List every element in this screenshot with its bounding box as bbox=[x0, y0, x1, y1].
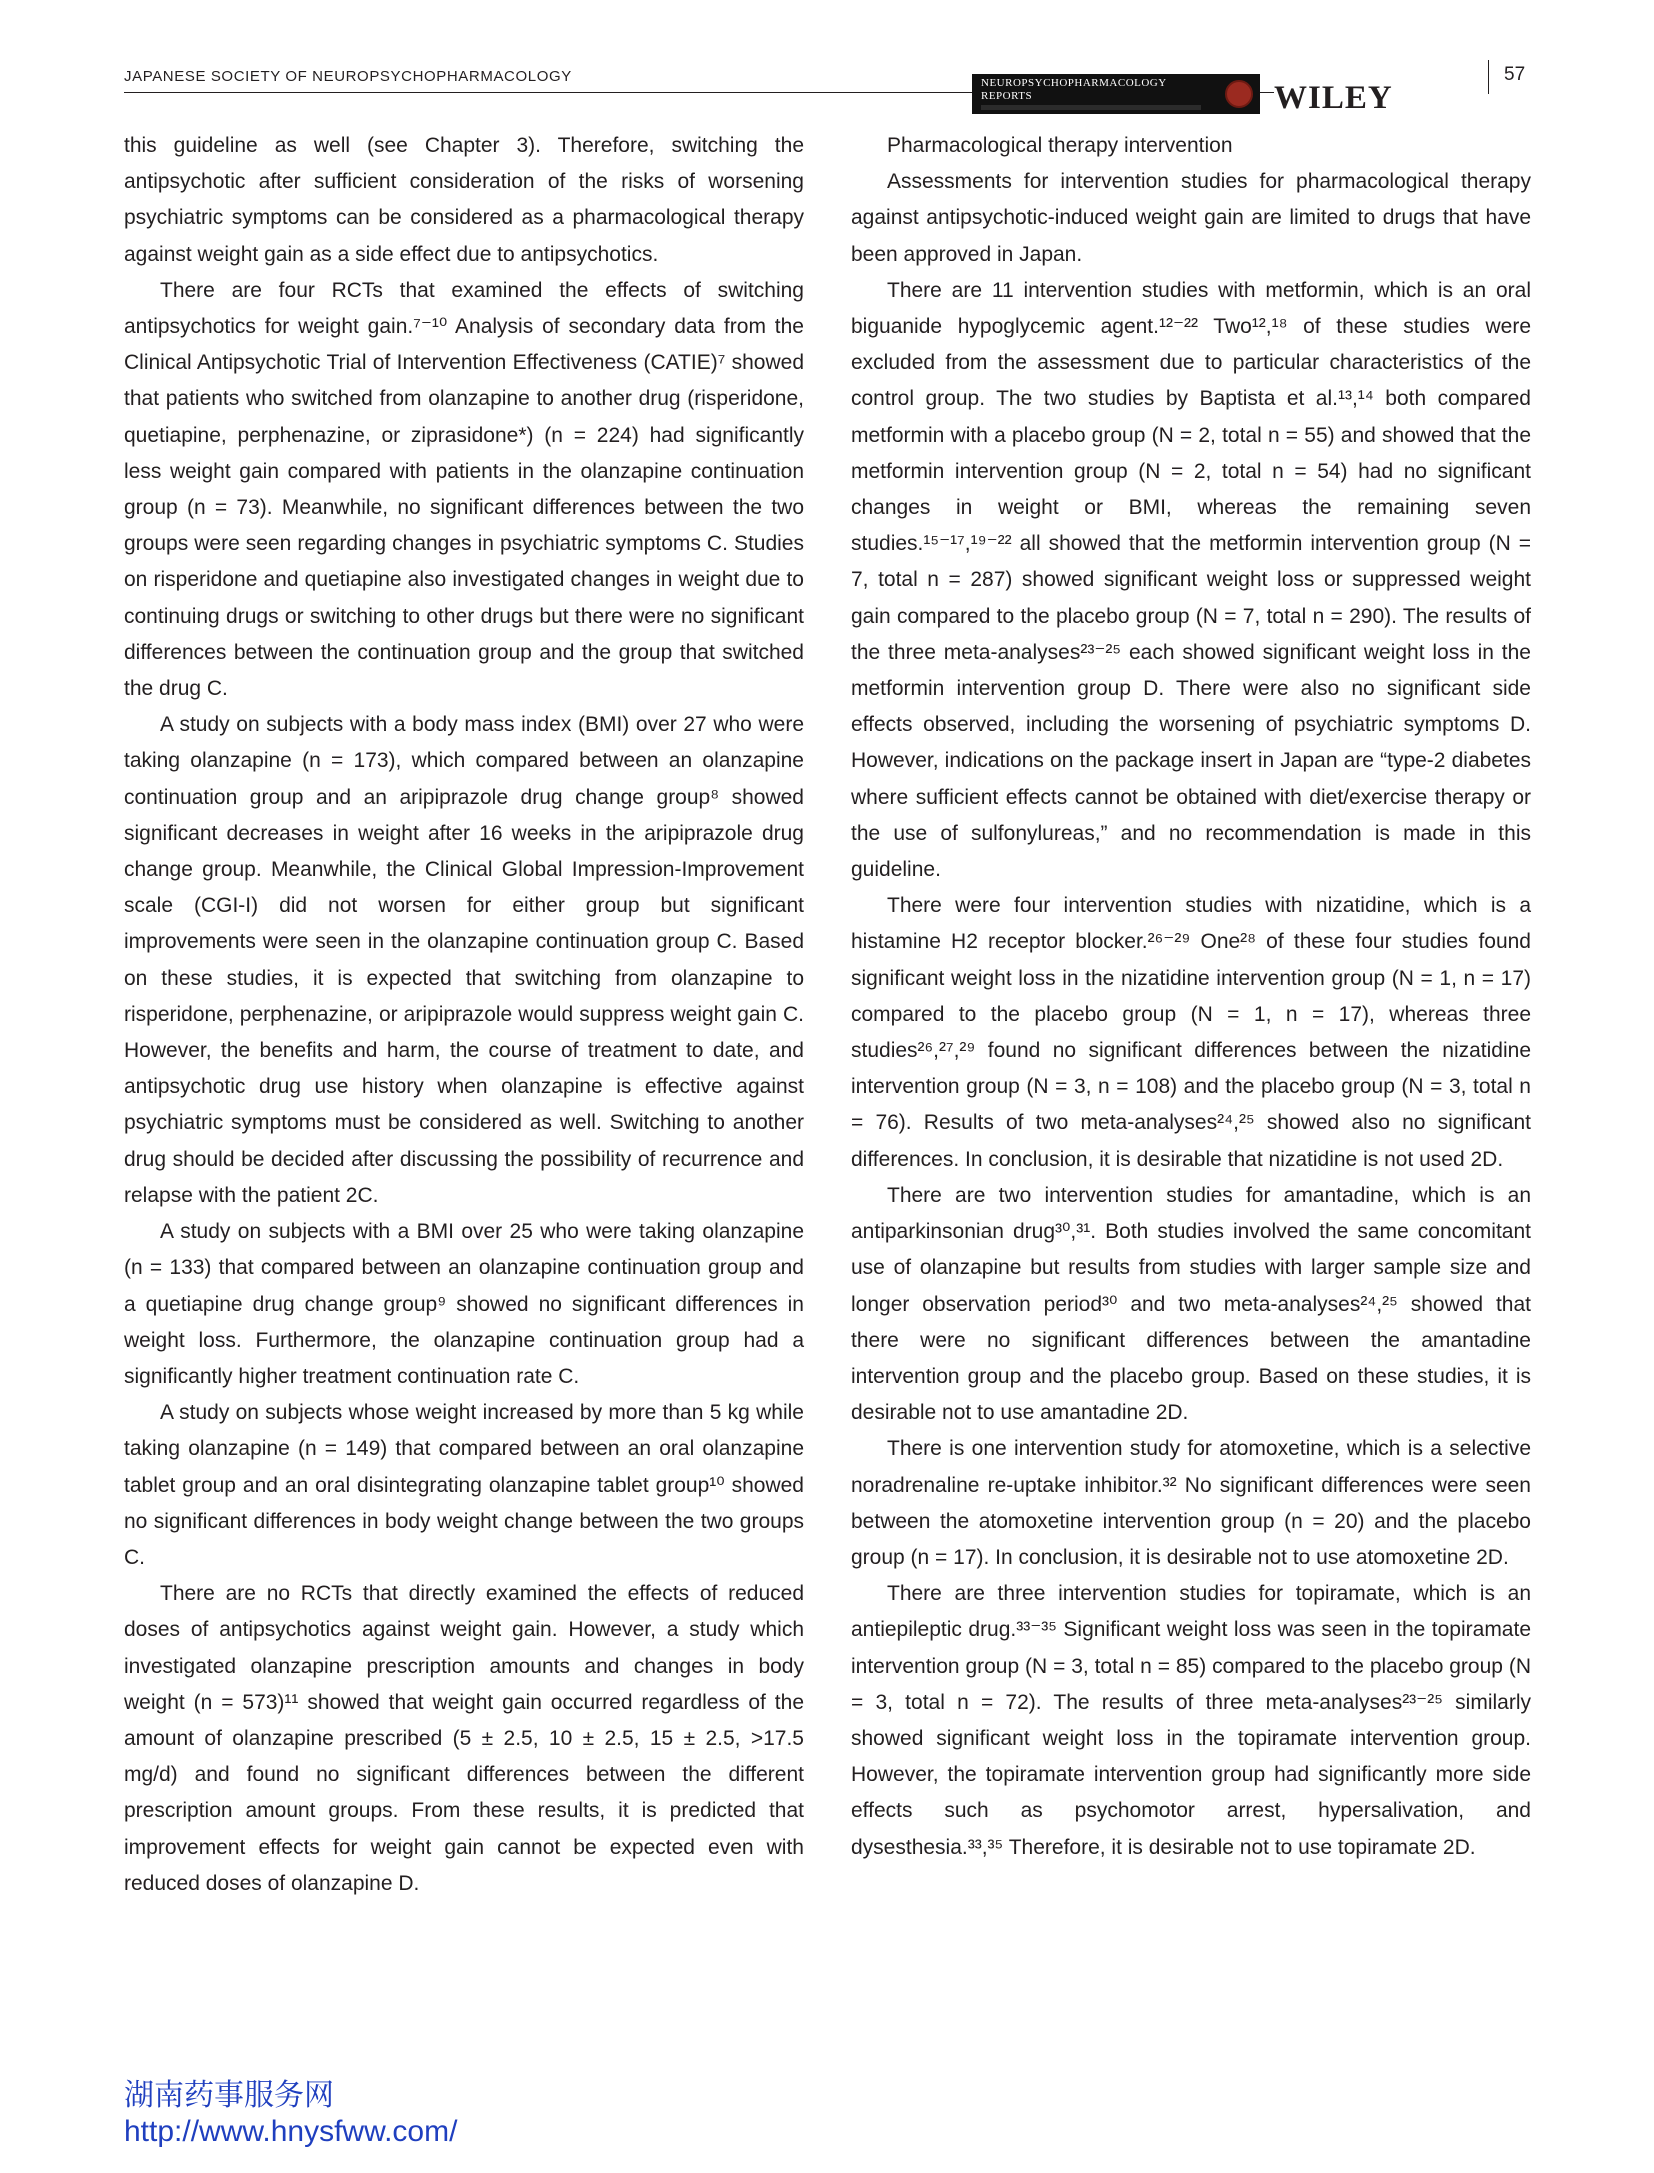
paragraph: There are three intervention studies for topiramate, which is an antiepileptic drug.³³⁻³⁵ Significant weight loss was seen in the topiramate intervention group (N = 3, total n = 85) compared to the placebo group (N = 3, total n = 72). The results of three meta-analyses²³⁻²⁵ similarly showed significant weight loss in the topiramate intervention group. However, the topiramate intervention group had significantly more side effects such as psychomotor arrest, hypersalivation, and dysesthesia.³³,³⁵ Therefore, it is desirable not to use topiramate 2D. bbox=[851, 1582, 1531, 1859]
journal-title: NEUROPSYCHOPHARMACOLOGY REPORTS bbox=[981, 77, 1167, 102]
paragraph: Assessments for intervention studies for pharmacological therapy against antipsychotic-induced weight gain are limited to drugs that have been approved in Japan. bbox=[851, 170, 1531, 266]
journal-banner bbox=[972, 74, 1260, 114]
page-header bbox=[124, 60, 1530, 116]
page-number-divider bbox=[1488, 60, 1489, 94]
paragraph: There is one intervention study for atomoxetine, which is a selective noradrenaline re-uptake inhibitor.³² No significant differences were seen between the atomoxetine intervention group (n = 20) and the placebo group (n = 17). In conclusion, it is desirable not to use atomoxetine 2D. bbox=[851, 1437, 1531, 1569]
footer-watermark bbox=[124, 2078, 457, 2150]
paragraph: There are two intervention studies for amantadine, which is an antiparkinsonian drug³⁰,³¹. Both studies involved the same concomitant use of olanzapine but results from studies with larger sample size and longer observation period³⁰ and two meta-analyses²⁴,²⁵ showed that there were no significant differences between the amantadine intervention group and the placebo group. Based on these studies, it is desirable not to use amantadine 2D. bbox=[851, 1183, 1531, 1425]
publisher-logo bbox=[1260, 74, 1410, 118]
paragraph: A study on subjects whose weight increased by more than 5 kg while taking olanzapine (n = 149) that compared between an oral olanzapine tablet group and an oral disintegrating olanzapine tablet group¹⁰ showed no significant differences in body weight change between the two groups C. bbox=[124, 1401, 804, 1569]
right-column bbox=[851, 128, 1531, 1866]
journal-logo-icon bbox=[1225, 80, 1253, 108]
paragraph: A study on subjects with a BMI over 25 who were taking olanzapine (n = 133) that compared between an olanzapine continuation group and a quetiapine drug change group⁹ showed no significant differences in weight loss. Furthermore, the olanzapine continuation group had a significantly higher treatment continuation rate C. bbox=[124, 1220, 804, 1388]
paragraph: this guideline as well (see Chapter 3). Therefore, switching the antipsychotic after sufficient consideration of the risks of worsening psychiatric symptoms can be considered as a pharmacological therapy against weight gain as a side effect due to antipsychotics. bbox=[124, 134, 804, 266]
paragraph: There are four RCTs that examined the effects of switching antipsychotics for weight gain.⁷⁻¹⁰ Analysis of secondary data from the Clinical Antipsychotic Trial of Intervention Effectiveness (CATIE)⁷ showed that patients who switched from olanzapine to another drug (risperidone, quetiapine, perphenazine, or ziprasidone*) (n = 224) had significantly less weight gain compared with patients in the olanzapine continuation group (n = 73). Meanwhile, no significant differences between the two groups were seen regarding changes in psychiatric symptoms C. Studies on risperidone and quetiapine also investigated changes in weight due to continuing drugs or switching to other drugs but there were no significant differences between the continuation group and the group that switched the drug C. bbox=[124, 278, 804, 701]
paragraph: Pharmacological therapy intervention bbox=[887, 134, 1233, 157]
paragraph: A study on subjects with a body mass index (BMI) over 27 who were taking olanzapine (n = 173), which compared between an olanzapine continuation group and an aripiprazole drug change group⁸ showed significant decreases in weight after 16 weeks in the aripiprazole drug change group. Meanwhile, the Clinical Global Impression-Improvement scale (CGI-I) did not worsen for either group but significant improvements were seen in the olanzapine continuation group C. Based on these studies, it is expected that switching from olanzapine to risperidone, perphenazine, or aripiprazole would suppress weight gain C. However, the benefits and harm, the course of treatment to date, and antipsychotic drug use history when olanzapine is effective against psychiatric symptoms must be considered as well. Switching to another drug should be decided after discussing the possibility of recurrence and relapse with the patient 2C. bbox=[124, 713, 804, 1207]
publisher-name: WILEY bbox=[1274, 80, 1393, 116]
society-name: JAPANESE SOCIETY OF NEUROPSYCHOPHARMACOLOGY bbox=[124, 68, 572, 85]
footer-site-name: 湖南药事服务网 bbox=[124, 2078, 334, 2113]
paragraph: There are 11 intervention studies with metformin, which is an oral biguanide hypoglycemic agent.¹²⁻²² Two¹²,¹⁸ of these studies were excluded from the assessment due to particular characteristics of the control group. The two studies by Baptista et al.¹³,¹⁴ both compared metformin with a placebo group (N = 2, total n = 55) and showed that the metformin intervention group (N = 2, total n = 54) had no significant changes in weight or BMI, whereas the remaining seven studies.¹⁵⁻¹⁷,¹⁹⁻²² all showed that the metformin intervention group (N = 7, total n = 287) showed significant weight loss or suppressed weight gain compared to the placebo group (N = 7, total n = 290). The results of the three meta-analyses²³⁻²⁵ each showed significant weight loss in the metformin intervention group D. There were also no significant side effects observed, including the worsening of psychiatric symptoms D. However, indications on the package insert in Japan are “type-2 diabetes where sufficient effects cannot be obtained with diet/exercise therapy or the use of sulfonylureas,” and no recommendation is made in this guideline. bbox=[851, 278, 1531, 882]
footer-url-link[interactable]: http://www.hnysfww.com/ bbox=[124, 2115, 458, 2148]
left-column bbox=[124, 128, 804, 1902]
header-rule bbox=[124, 92, 972, 93]
journal-banner-bar bbox=[981, 105, 1201, 110]
paragraph: There were four intervention studies with nizatidine, which is a histamine H2 receptor blocker.²⁶⁻²⁹ One²⁸ of these four studies found significant weight loss in the nizatidine intervention group (N = 1, n = 17) compared to the placebo group (N = 1, n = 17), whereas three studies²⁶,²⁷,²⁹ found no significant differences between the nizatidine intervention group (N = 3, n = 108) and the placebo group (N = 3, total n = 76). Results of two meta-analyses²⁴,²⁵ showed also no significant differences. In conclusion, it is desirable that nizatidine is not used 2D. bbox=[851, 894, 1531, 1171]
paragraph: There are no RCTs that directly examined the effects of reduced doses of antipsychotics against weight gain. However, a study which investigated olanzapine prescription amounts and changes in body weight (n = 573)¹¹ showed that weight gain occurred regardless of the amount of olanzapine prescribed (5 ± 2.5, 10 ± 2.5, 15 ± 2.5, >17.5 mg/d) and found no significant differences between the different prescription amount groups. From these results, it is predicted that improvement effects for weight gain cannot be expected even with reduced doses of olanzapine D. bbox=[124, 1582, 804, 1895]
page-number: 57 bbox=[1504, 64, 1526, 85]
